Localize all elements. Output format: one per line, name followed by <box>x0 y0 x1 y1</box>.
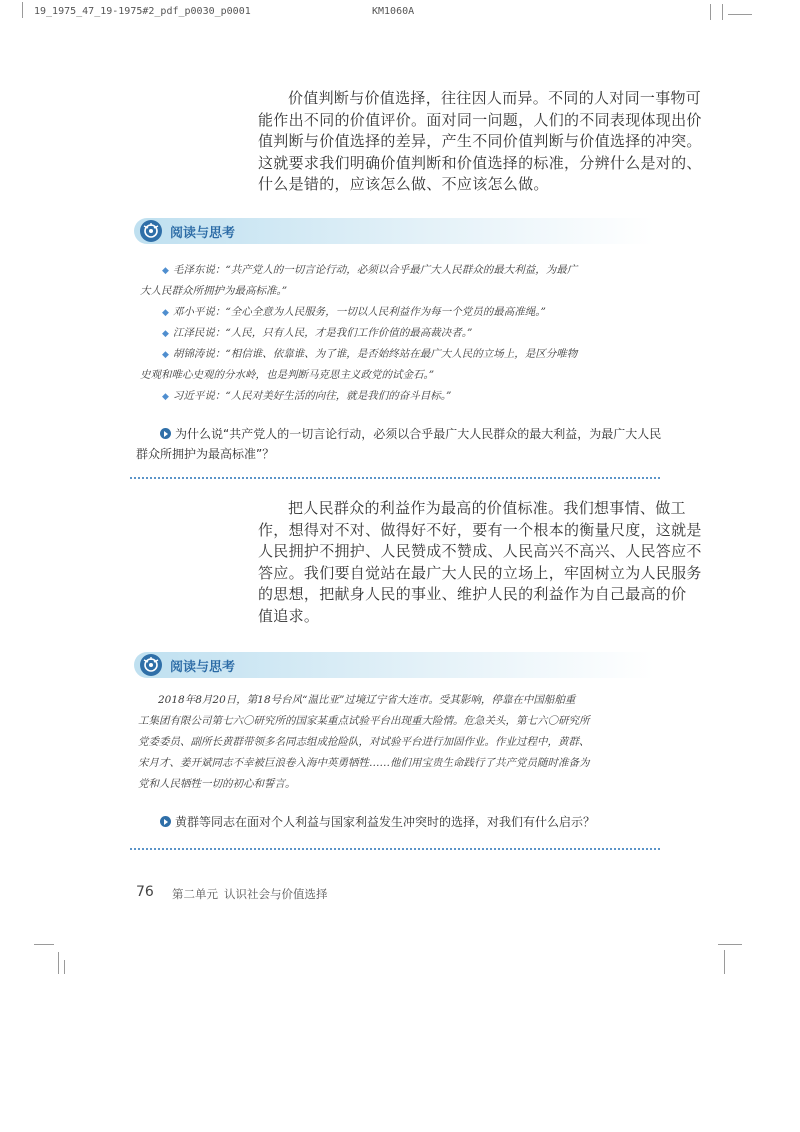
quote-line: ◆ 江泽民说：“人民，只有人民，才是我们工作价值的最高裁决者。” <box>162 327 473 339</box>
crop-mark <box>710 4 711 20</box>
reading-icon <box>140 654 162 676</box>
crop-mark <box>22 2 23 18</box>
crop-mark <box>724 950 725 974</box>
discussion-question: 群众所拥护为最高标准”？ <box>136 447 275 461</box>
scan-file-label: 19_1975_47_19-1975#2_pdf_p0030_p0001 <box>34 6 251 17</box>
bullet-icon: ◆ <box>162 308 169 318</box>
question-arrow-icon <box>160 816 171 827</box>
quote-line: ◆ 习近平说：“人民对美好生活的向往，就是我们的奋斗目标。” <box>162 390 452 402</box>
dotted-divider <box>130 848 660 850</box>
main-paragraph <box>258 498 702 627</box>
unit-label: 第二单元 <box>172 887 218 901</box>
reading-icon <box>140 220 162 242</box>
text-line: 值判断与价值选择的差异，产生不同价值判断与价值选择的冲突。 <box>258 132 702 150</box>
quote-line: ◆ 毛泽东说：“共产党人的一切言论行动，必须以合乎最广大人民群众的最大利益，为最广 <box>162 264 578 276</box>
text-line: 这就要求我们明确价值判断和价值选择的标准，分辨什么是对的、 <box>258 153 702 172</box>
text-line: 人民拥护不拥护、人民赞成不赞成、人民高兴不高兴、人民答应不 <box>258 542 702 560</box>
section-title: 阅读与思考 <box>170 226 236 241</box>
text-line: 能作出不同的价值评价。面对同一问题，人们的不同表现体现出价 <box>258 110 702 129</box>
text-line: 作，想得对不对、做得好不好，要有一个根本的衡量尺度，这就是 <box>258 520 702 539</box>
scan-code-label: KM1060A <box>372 6 415 17</box>
story-line: 宋月才、姜开斌同志不幸被巨浪卷入海中英勇牺牲……他们用宝贵生命践行了共产党员随时准备为 <box>138 757 590 769</box>
text-line: 值追求。 <box>258 606 320 625</box>
quote-line: ◆ 胡锦涛说：“相信谁、依靠谁、为了谁，是否始终站在最广大人民的立场上，是区分唯物 <box>162 348 578 360</box>
quote-line: ◆ 邓小平说：“全心全意为人民服务，一切以人民利益作为每一个党员的最高准绳。” <box>162 306 546 318</box>
crop-mark <box>722 4 723 20</box>
discussion-question: 为什么说“共产党人的一切言论行动，必须以合乎最广大人民群众的最大利益，为最广大人民 <box>160 424 661 444</box>
dotted-divider <box>130 477 660 479</box>
quote-line: 史观和唯心史观的分水岭，也是判断马克思主义政党的试金石。” <box>140 369 435 381</box>
section-header <box>134 218 654 244</box>
text-line: 把人民群众的利益作为最高的价值标准。我们想事情、做工 <box>288 499 686 517</box>
discussion-question: 黄群等同志在面对个人利益与国家利益发生冲突时的选择，对我们有什么启示？ <box>160 812 595 832</box>
crop-mark <box>64 960 65 974</box>
text-line: 答应。我们要自觉站在最广大人民的立场上，牢固树立为人民服务 <box>258 563 702 582</box>
story-line: 党和人民牺牲一切的初心和誓言。 <box>138 778 296 790</box>
crop-mark <box>718 944 742 945</box>
crop-mark <box>728 14 752 15</box>
intro-paragraph <box>258 88 702 196</box>
crop-mark <box>58 952 59 974</box>
text-line: 的思想，把献身人民的事业、维护人民的利益作为自己最高的价 <box>258 585 687 603</box>
question-arrow-icon <box>160 428 171 439</box>
text-line: 什么是错的，应该怎么做、不应该怎么做。 <box>258 175 549 193</box>
story-line: 党委委员、副所长黄群带领多名同志组成抢险队，对试验平台进行加固作业。作业过程中，黄群、 <box>138 736 590 748</box>
bullet-icon: ◆ <box>162 266 169 276</box>
section-title: 阅读与思考 <box>170 660 236 675</box>
crop-mark <box>34 944 54 945</box>
bullet-icon: ◆ <box>162 350 169 360</box>
bullet-icon: ◆ <box>162 392 169 402</box>
story-line: 2018年8月20日，第18号台风“温比亚”过境辽宁省大连市。受其影响，停靠在中国船舶重 <box>158 694 576 706</box>
bullet-icon: ◆ <box>162 329 169 339</box>
section-header <box>134 652 654 678</box>
unit-title: 认识社会与价值选择 <box>224 887 328 901</box>
page-number: 76 <box>136 884 154 900</box>
text-line: 价值判断与价值选择，往往因人而异。不同的人对同一事物可 <box>288 89 702 107</box>
quote-line: 大人民群众所拥护为最高标准。” <box>140 285 288 297</box>
story-line: 工集团有限公司第七六〇研究所的国家某重点试验平台出现重大险情。危急关头，第七六〇研究所 <box>138 715 590 727</box>
